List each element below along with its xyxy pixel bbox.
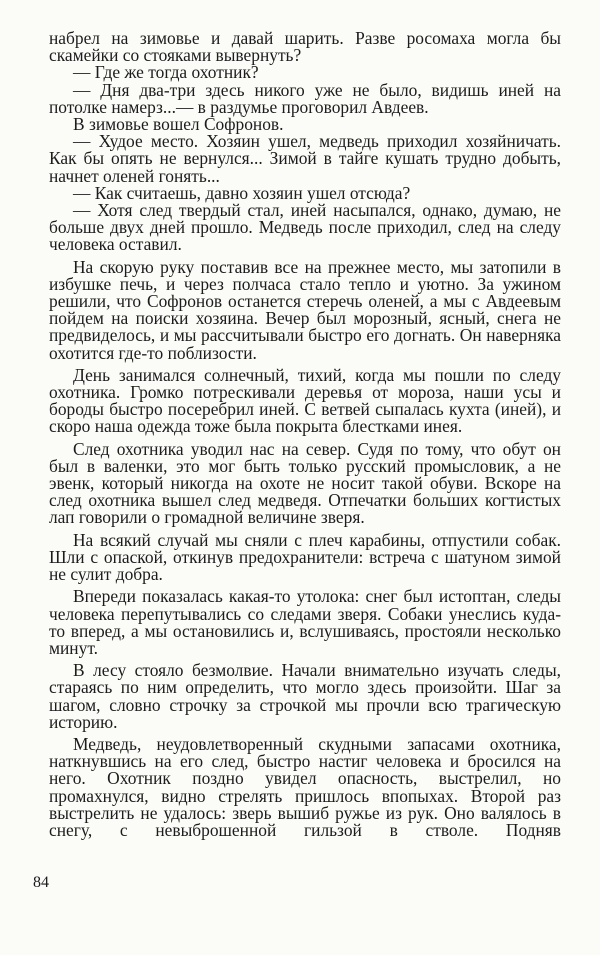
page-number: 84 — [33, 874, 49, 891]
paragraph-7: — Хотя след твердый стал, иней насыпался, однако, думаю, не больше двух дней прошло. Медведь после приходил, след на следу человека оставил. — [49, 200, 561, 255]
paragraph-2: — Где же тогда охотник? — [73, 62, 259, 83]
paragraph-8: На скорую руку поставив все на прежнее место, мы затопили в избушке печь, и через полчаса стало тепло и уютно. За ужином решили, что Софронов останется стеречь оленей, а мы с Авдеевым пойдем на поиски хозяина. Вечер был морозный, ясный, снега не предвиделось, и мы рассчитывали быстро его догнать. Он наверняка охотится где-то поблизости. — [49, 256, 561, 363]
paragraph-6: — Как считаешь, давно хозяин ушел отсюда? — [73, 182, 411, 203]
paragraph-10: След охотника уводил нас на север. Судя по тому, что обут он был в валенки, это мог быть только русский промысловик, а не эвенк, который никогда на охоте не носит такой обуви. Вскоре на след охотника вышел след медведя. Отпечатки больших когтистых лап говорили о громадной величине зверя. — [49, 438, 561, 528]
paragraph-13: В лесу стояло безмолвие. Начали внимательно изучать следы, стараясь по ним определить, что могло здесь произойти. Шаг за шагом, словно строчку за строчкой мы прочли всю трагическую историю. — [49, 660, 561, 732]
paragraph-5: — Худое место. Хозяин ушел, медведь приходил хозяйничать. Как бы опять не вернулся... Зимой в тайге кушать трудно добыть, начнет оленей гонять... — [49, 131, 561, 186]
body-text — [49, 30, 561, 839]
paragraph-4: В зимовье вошел Софронов. — [73, 114, 284, 135]
paragraph-11: На всякий случай мы сняли с плеч карабины, отпустили собак. Шли с опаской, откинув предохранители: встреча с шатуном зимой не сулит добра. — [49, 529, 561, 585]
paragraph-9: День занимался солнечный, тихий, когда мы пошли по следу охотника. Громко потрескивали деревья от мороза, наши усы и бороды быстро посеребрил иней. С ветвей сыпалась кухта (иней), и скоро наша одежда тоже была покрыта блестками инея. — [49, 364, 561, 437]
paragraph-3: — Дня два-три здесь никого уже не было, видишь иней на потолке намерз...— в раздумье проговорил Авдеев. — [49, 79, 561, 117]
paragraph-12: Впереди показалась какая-то утолока: снег был истоптан, следы человека перепутывались со следами зверя. Собаки унеслись куда-то вперед, а мы остановились и, вслушиваясь, простояли несколько минут. — [49, 586, 561, 658]
paragraph-14: Медведь, неудовлетворенный скудными запасами охотника, наткнувшись на его след, быстро настиг человека и бросился на него. Охотник поздно увидел опасность, выстрелил, но промахнулся, видно стрелять пришлось впопыхах. Второй раз выстрелить не удалось: зверь вышиб ружье из рук. Оно валялось в снегу, с невыброшенной гильзой в стволе. Подняв — [49, 733, 561, 840]
paragraph-1: набрел на зимовье и давай шарить. Разве росомаха могла бы скамейки со стояками вывернуть? — [49, 28, 561, 66]
